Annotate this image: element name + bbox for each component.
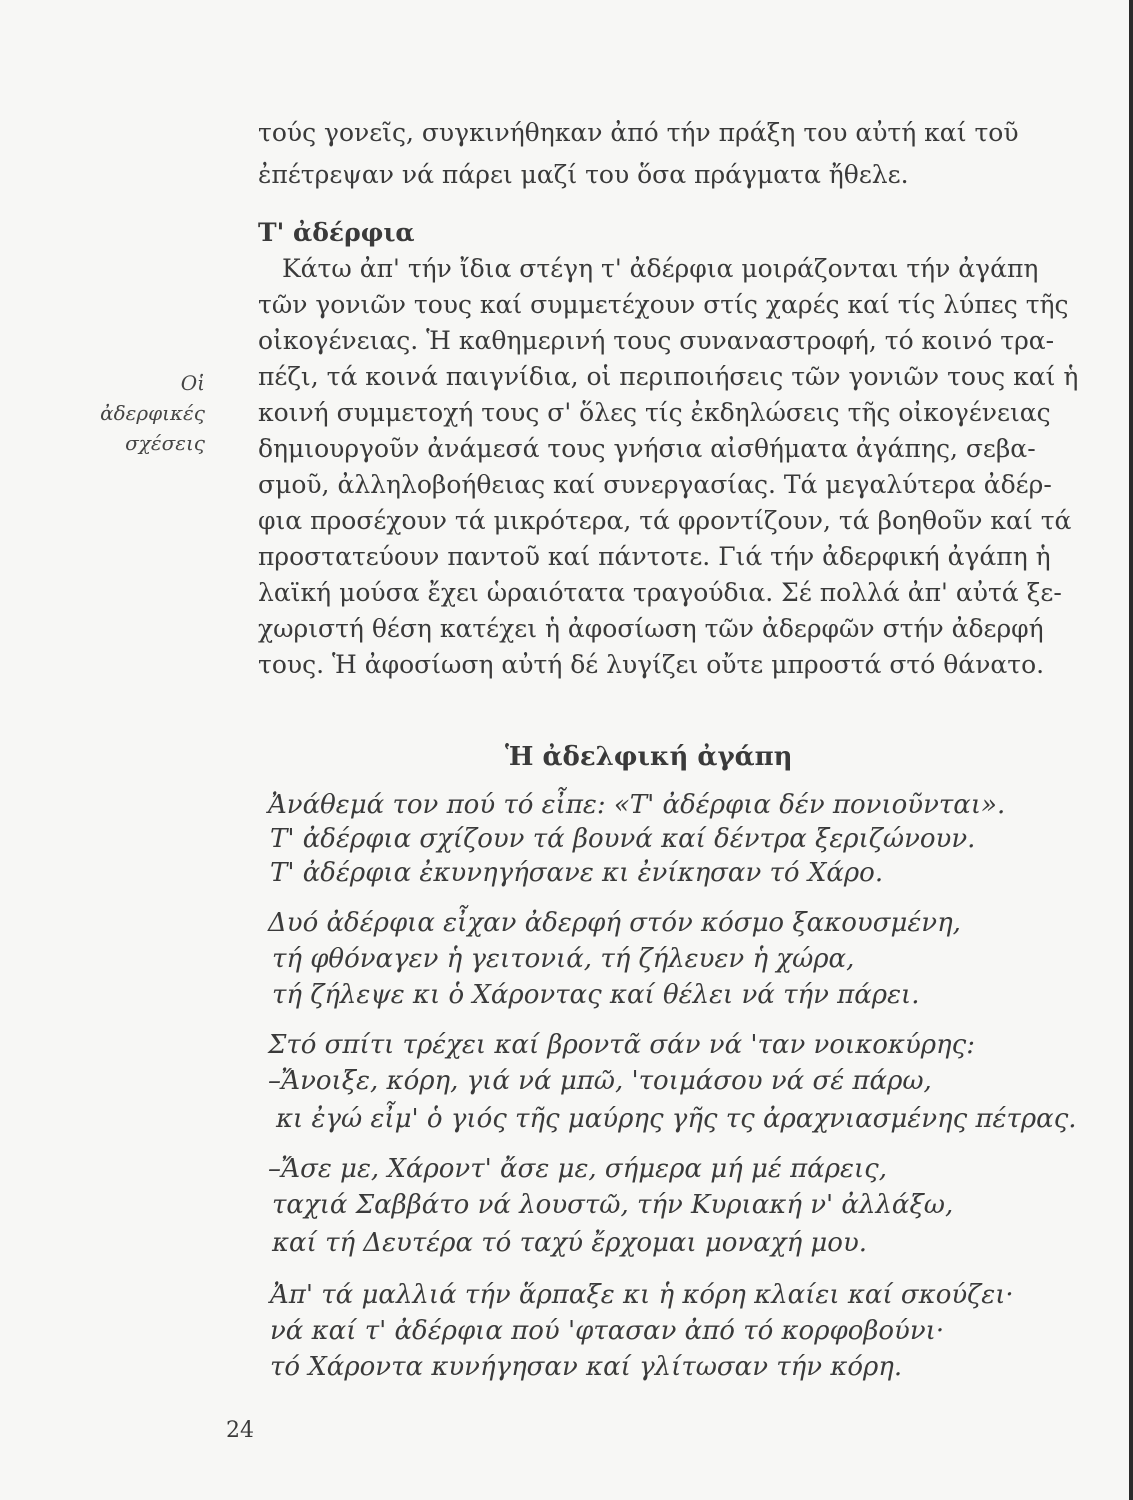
body-line: σμοῦ, ἀλληλοβοήθειας καί συνεργασίας. Τά μεγαλύτερα ἀδέρ- — [258, 470, 1052, 499]
poem-line: ταχιά Σαββάτο νά λουστῶ, τήν Κυριακή ν' ἀλλάξω, — [272, 1190, 954, 1220]
body-line: δημιουργοῦν ἀνάμεσά τους γνήσια αἰσθήματα ἀγάπης, σεβα- — [258, 434, 1036, 463]
poem-line: Ἀνάθεμά τον πού τό εἶπε: «Τ' ἀδέρφια δέν πονιοῦνται». — [268, 790, 1006, 820]
margin-note-line: σχέσεις — [125, 431, 205, 455]
poem-line: τή φθόναγεν ἡ γειτονιά, τή ζήλευεν ἡ χώρα, — [272, 944, 855, 974]
poem-line: Ἀπ' τά μαλλιά τήν ἅρπαξε κι ἡ κόρη κλαίει καί σκούζει· — [270, 1280, 1014, 1310]
body-line: κοινή συμμετοχή τους σ' ὅλες τίς ἐκδηλώσεις τῆς οἰκογένειας — [258, 398, 1051, 427]
body-line: Κάτω ἀπ' τήν ἴδια στέγη τ' ἀδέρφια μοιράζονται τήν ἀγάπη — [282, 254, 1039, 283]
poem-line: Τ' ἀδέρφια σχίζουν τά βουνά καί δέντρα ξεριζώνουν. — [270, 824, 976, 854]
margin-note-line: ἀδερφικές — [100, 401, 205, 425]
poem-line: Στό σπίτι τρέχει καί βροντᾶ σάν νά 'ταν νοικοκύρης: — [268, 1030, 975, 1060]
poem-line: –Ἄσε με, Χάροντ' ἄσε με, σήμερα μή μέ πάρεις, — [268, 1154, 887, 1184]
section-heading: Τ' ἀδέρφια — [258, 218, 415, 247]
body-line: τους. Ἡ ἀφοσίωση αὐτή δέ λυγίζει οὔτε μπροστά στό θάνατο. — [258, 650, 1045, 679]
margin-note — [100, 368, 205, 458]
intro-line: τούς γονεῖς, συγκινήθηκαν ἀπό τήν πράξη του αὐτή καί τοῦ — [258, 118, 1019, 147]
body-line: χωριστή θέση κατέχει ἡ ἀφοσίωση τῶν ἀδερφῶν στήν ἀδερφή — [258, 614, 1044, 643]
poem-line: κι ἐγώ εἶμ' ὁ γιός τῆς μαύρης γῆς τς ἀραχνιασμένης πέτρας. — [276, 1104, 1077, 1134]
body-line: φια προσέχουν τά μικρότερα, τά φροντίζουν, τά βοηθοῦν καί τά — [258, 506, 1072, 535]
body-line: οἰκογένειας. Ἡ καθημερινή τους συναναστροφή, τό κοινό τρα- — [258, 326, 1055, 355]
body-line: τῶν γονιῶν τους καί συμμετέχουν στίς χαρές καί τίς λύπες τῆς — [258, 290, 1069, 319]
poem-line: Δυό ἀδέρφια εἶχαν ἀδερφή στόν κόσμο ξακουσμένη, — [268, 908, 961, 938]
body-line: προστατεύουν παντοῦ καί πάντοτε. Γιά τήν ἀδερφική ἀγάπη ἡ — [258, 542, 1051, 571]
margin-note-line: Οἱ — [180, 371, 205, 395]
poem-line: Τ' ἀδέρφια ἐκυνηγήσανε κι ἐνίκησαν τό Χάρο. — [270, 858, 884, 888]
poem-line: καί τή Δευτέρα τό ταχύ ἔρχομαι μοναχή μου. — [272, 1228, 868, 1258]
page-edge — [1129, 0, 1133, 1500]
poem-line: τό Χάροντα κυνήγησαν καί γλίτωσαν τήν κόρη. — [270, 1352, 903, 1382]
poem-title: Ἡ ἀδελφική ἀγάπη — [505, 742, 793, 772]
poem-line: νά καί τ' ἀδέρφια πού 'φτασαν ἀπό τό κορφοβούνι· — [270, 1316, 945, 1346]
page-number: 24 — [226, 1418, 254, 1443]
poem-line: τή ζήλεψε κι ὁ Χάροντας καί θέλει νά τήν πάρει. — [272, 980, 920, 1010]
intro-line: ἐπέτρεψαν νά πάρει μαζί του ὅσα πράγματα ἤθελε. — [258, 160, 909, 189]
poem-line: –Ἄνοιξε, κόρη, γιά νά μπῶ, 'τοιμάσου νά σέ πάρω, — [268, 1066, 932, 1096]
body-line: πέζι, τά κοινά παιγνίδια, οἱ περιποιήσεις τῶν γονιῶν τους καί ἡ — [258, 362, 1079, 391]
body-line: λαϊκή μούσα ἔχει ὡραιότατα τραγούδια. Σέ πολλά ἀπ' αὐτά ξε- — [258, 578, 1062, 607]
